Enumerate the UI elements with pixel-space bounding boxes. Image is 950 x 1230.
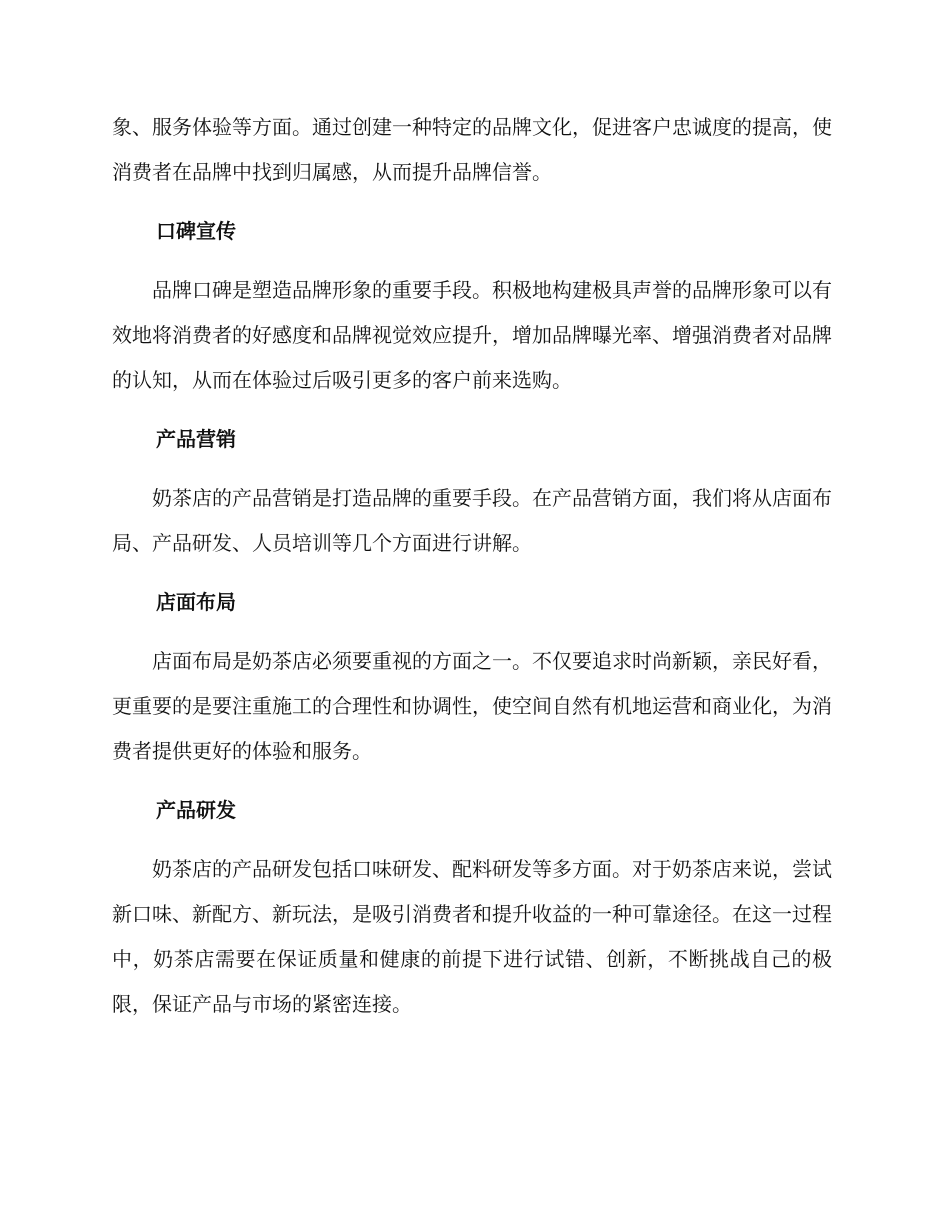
heading-product-development: 产品研发 bbox=[156, 798, 236, 822]
heading-product-marketing: 产品营销 bbox=[156, 427, 236, 451]
document-page bbox=[112, 105, 832, 1041]
heading-word-of-mouth: 口碑宣传 bbox=[156, 219, 236, 243]
paragraph-product-development: 奶茶店的产品研发包括口味研发、配料研发等多方面。对于奶茶店来说，尝试新口味、新配方、新玩法，是吸引消费者和提升收益的一种可靠途径。在这一过程中，奶茶店需要在保证质量和健康的前提下进行试错、创新，不断挑战自己的极限，保证产品与市场的紧密连接。 bbox=[112, 857, 832, 1016]
paragraph-word-of-mouth: 品牌口碑是塑造品牌形象的重要手段。积极地构建极具声誉的品牌形象可以有效地将消费者的好感度和品牌视觉效应提升，增加品牌曝光率、增强消费者对品牌的认知，从而在体验过后吸引更多的客户前来选购。 bbox=[112, 278, 832, 392]
paragraph-product-marketing: 奶茶店的产品营销是打造品牌的重要手段。在产品营销方面，我们将从店面布局、产品研发、人员培训等几个方面进行讲解。 bbox=[112, 486, 832, 555]
heading-store-layout: 店面布局 bbox=[156, 590, 236, 614]
paragraph-store-layout: 店面布局是奶茶店必须要重视的方面之一。不仅要追求时尚新颖，亲民好看，更重要的是要注重施工的合理性和协调性，使空间自然有机地运营和商业化，为消费者提供更好的体验和服务。 bbox=[112, 649, 832, 763]
paragraph-brand-culture-continued: 象、服务体验等方面。通过创建一种特定的品牌文化，促进客户忠诚度的提高，使消费者在品牌中找到归属感，从而提升品牌信誉。 bbox=[112, 115, 832, 184]
